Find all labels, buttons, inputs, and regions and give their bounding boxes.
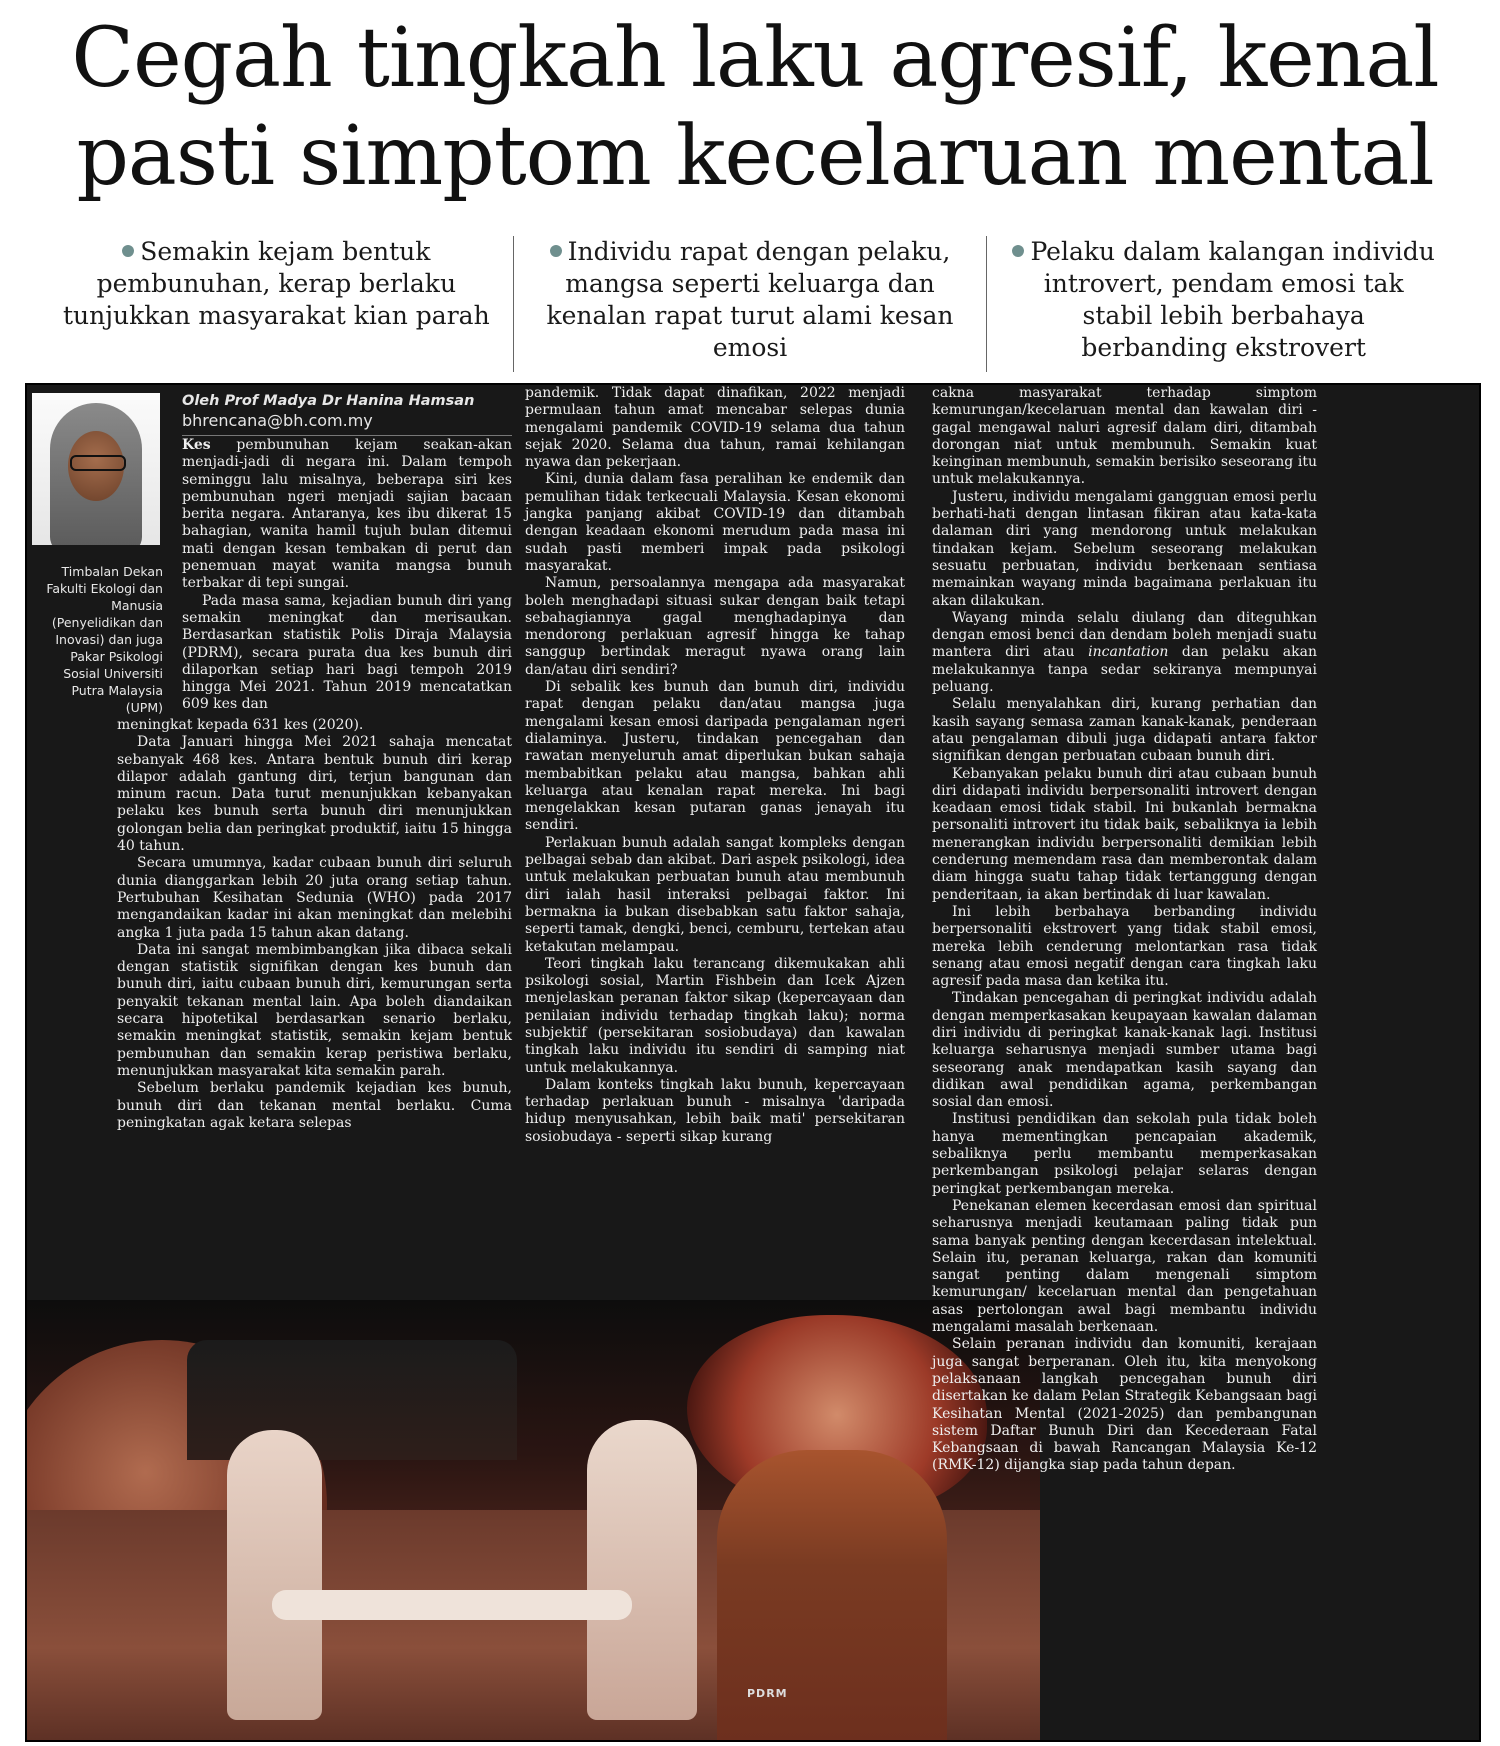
paragraph: Pada masa sama, kejadian bunuh diri yang semakin meningkat dan merisaukan. Berdasarkan statistik Polis Diraja Malaysia (PDRM), secara purata dua kes bunuh diri dilaporkan setiap hari bagi tempoh 2019 hingga Mei 2021. Tahun 2019 mencatatkan 609 kes dan xyxy=(182,592,512,713)
paragraph xyxy=(182,437,512,593)
paragraph: Selalu menyalahkan diri, kurang perhatian dan kasih sayang semasa zaman kanak-kanak, penderaan atau pengalaman dibuli juga didapati antara faktor signifikan dengan perbuatan cubaan bunuh diri. xyxy=(932,696,1317,765)
forensic-officer-figure xyxy=(227,1430,322,1720)
paragraph-text: pembunuhan kejam seakan-akan menjadi-jadi di negara ini. Dalam tempoh seminggu lalu misalnya, beberapa siri kes pembunuhan ngeri menjadi sajian bacaan berita negara. Antaranya, kes ibu dikerat 15 bahagian, wanita hamil tujuh bulan ditemui mati dengan kesan tembakan di perut dan penemuan mayat wanita mangsa bunuh terbakar di tepi sungai. xyxy=(182,437,512,592)
column-3 xyxy=(932,385,1317,1475)
italic-term: incantation xyxy=(1088,644,1169,661)
headline: Cegah tingkah laku agresif, kenal pasti simptom kecelaruan mental xyxy=(71,11,1439,204)
paragraph: pandemik. Tidak dapat dinafikan, 2022 menjadi permulaan tahun amat mencabar selepas dunia mengalami pandemik COVID-19 selama dua tahun sejak 2020. Selama dua tahun, ramai kehilangan nyawa dan pekerjaan. xyxy=(525,385,905,471)
paragraph: Dalam konteks tingkah laku bunuh, kepercayaan terhadap perlakuan bunuh - misalnya 'daripada hidup menyusahkan, lebih baik mati' persekitaran sosiobudaya - seperti sikap kurang xyxy=(525,1076,905,1145)
paragraph-text: dan pelaku akan melakukannya tanpa sedar sekiranya mempunyai peluang. xyxy=(932,644,1317,696)
bullet-dot-icon xyxy=(550,245,562,257)
author-name: Oleh Prof Madya Dr Hanina Hamsan xyxy=(182,393,475,409)
stretcher-shape xyxy=(272,1590,632,1620)
author-caption: Timbalan Dekan Fakulti Ekologi dan Manusia (Penyelidikan dan Inovasi) dan juga Pakar Psikologi Sosial Universiti Putra Malaysia (UPM) xyxy=(46,564,163,715)
police-badge-text: PDRM xyxy=(747,1687,788,1700)
paragraph: Namun, persoalannya mengapa ada masyarakat boleh menghadapi situasi sukar dengan baik tetapi sebahagiannya gagal menghadapinya dan mendorong perlakuan agresif hingga ke tahap sanggup bertindak meragut nyawa orang lain dan/atau diri sendiri? xyxy=(525,575,905,678)
highlight-text: Individu rapat dengan pelaku, mangsa seperti keluarga dan kenalan rapat turut alami kesan emosi xyxy=(546,237,954,362)
paragraph: meningkat kepada 631 kes (2020). xyxy=(117,717,364,733)
paragraph: Kebanyakan pelaku bunuh diri atau cubaan bunuh diri didapati individu berpersonaliti introvert dengan keadaan emosi tidak stabil. Ini bukanlah bermakna personaliti introvert itu tidak baik, sebaliknya ia lebih menerangkan individu berpersonaliti demikian lebih cenderung memendam rasa dan memberontak dalam diam hingga suatu tahap tidak tertanggung dengan penderitaan, ia akan bertindak di luar kawalan. xyxy=(932,765,1317,903)
bullet-dot-icon xyxy=(122,245,134,257)
paragraph: Secara umumnya, kadar cubaan bunuh diri seluruh dunia dianggarkan lebih 20 juta orang setiap tahun. Pertubuhan Kesihatan Sedunia (WHO) pada 2017 mengandaikan kadar ini akan meningkat dan melebihi angka 1 juta pada 15 tahun akan datang. xyxy=(117,855,512,941)
article-panel xyxy=(25,383,1481,1742)
forensic-officer-figure xyxy=(587,1420,697,1720)
highlight-text: Semakin kejam bentuk pembunuhan, kerap berlaku tunjukkan masyarakat kian parah xyxy=(62,237,490,330)
bullet-dot-icon xyxy=(1012,245,1024,257)
paragraph: Institusi pendidikan dan sekolah pula tidak boleh hanya mementingkan pencapaian akademik, sebaliknya perlu membantu memperkasakan perkembangan psikologi pelajar selaras dengan peringkat perkembangan mereka. xyxy=(932,1111,1317,1197)
column-1-bottom xyxy=(117,717,512,1132)
paragraph: cakna masyarakat terhadap simptom kemurungan/kecelaruan mental dan kawalan diri - gagal mengawal naluri agresif dalam diri, ditambah dorongan niat untuk membunuh. Semakin kuat keinginan membunuh, semakin berisiko seseorang itu untuk melakukannya. xyxy=(932,385,1317,488)
paragraph: Data ini sangat membimbangkan jika dibaca sekali dengan statistik signifikan dengan kes bunuh dan bunuh diri, iaitu cubaan bunuh diri, kemurungan serta penyakit tekanan mental lain. Apa boleh diandaikan secara hipotetikal berdasarkan senario berlaku, semakin meningkat statistik, semakin kejam bentuk pembunuhan dan semakin kerap peristiwa berlaku, menunjukkan masyarakat kita semakin parah. xyxy=(117,941,512,1079)
author-photo xyxy=(32,393,160,545)
highlight-bullets xyxy=(40,236,1460,372)
paragraph: Di sebalik kes bunuh dan bunuh diri, individu rapat dengan pelaku dan/atau mangsa juga mengalami kesan emosi daripada pengalaman ngeri dialaminya. Justeru, tindakan pencegahan dan rawatan menyeluruh amat diperlukan bukan sahaja membabitkan pelaku atau mangsa, bahkan ahli keluarga atau kenalan rapat mereka. Ini bagi mengelakkan kesan putaran ganas jenayah itu sendiri. xyxy=(525,679,905,834)
paragraph: Data Januari hingga Mei 2021 sahaja mencatat sebanyak 468 kes. Antara bentuk bunuh diri kerap dilapor adalah gantung diri, terjun bangunan dan minum racun. Data turut menunjukkan kebanyakan pelaku kes bunuh serta bunuh diri menunjukkan golongan belia dan peringkat produktif, iaitu 15 hingga 40 tahun. xyxy=(117,734,512,855)
highlight-bullet-2 xyxy=(513,236,987,372)
author-glasses xyxy=(70,455,126,471)
byline xyxy=(182,391,512,436)
column-1-top xyxy=(182,437,512,714)
paragraph: Teori tingkah laku terancang dikemukakan ahli psikologi sosial, Martin Fishbein dan Icek Ajzen menjelaskan peranan faktor sikap (kepercayaan dan penilaian individu terhadap tingkah laku); norma subjektif (persekitaran sosiobudaya) dan kawalan tingkah laku individu itu sendiri di samping niat untuk melakukannya. xyxy=(525,955,905,1076)
vehicle-shape xyxy=(187,1340,517,1460)
highlight-bullet-3 xyxy=(986,236,1460,372)
paragraph: Perlakuan bunuh adalah sangat kompleks dengan pelbagai sebab dan akibat. Dari aspek psikologi, idea untuk melakukan perbuatan bunuh atau membunuh diri ialah hasil interaksi pelbagai faktor. Ini bermakna ia bukan disebabkan satu faktor sahaja, seperti tamak, dengki, benci, cemburu, tertekan atau ketakutan melampau. xyxy=(525,834,905,955)
author-email: bhrencana@bh.com.my xyxy=(182,411,373,430)
paragraph: Kini, dunia dalam fasa peralihan ke endemik dan pemulihan tidak terkecuali Malaysia. Kesan ekonomi jangka panjang akibat COVID-19 dan ditambah dengan keadaan ekonomi merudum pada masa ini sudah pasti memberi impak pada psikologi masyarakat. xyxy=(525,471,905,574)
column-2 xyxy=(525,385,905,1146)
paragraph: Penekanan elemen kecerdasan emosi dan spiritual seharusnya menjadi keutamaan paling tidak pun sama banyak penting dengan kecerdasan intelektual. Selain itu, peranan keluarga, rakan dan komuniti sangat penting dalam mengenali simptom kemurungan/ kecelaruan mental dan pengetahuan asas pertolongan awal bagi membantu individu mengalami masalah berkenaan. xyxy=(932,1197,1317,1336)
paragraph: Selain peranan individu dan komuniti, kerajaan juga sangat berperanan. Oleh itu, kita menyokong pelaksanaan langkah pencegahan bunuh diri disertakan ke dalam Pelan Strategik Kebangsaan bagi Kesihatan Mental (2021-2025) dan pembangunan sistem Daftar Bunuh Diri dan Kecederaan Fatal Kebangsaan di bawah Rancangan Malaysia Ke-12 (RMK-12) dijangka siap pada tahun depan. xyxy=(932,1336,1317,1474)
paragraph: Justeru, individu mengalami gangguan emosi perlu berhati-hati dengan lintasan fikiran atau kata-kata dalaman diri yang mendorong untuk melakukan tindakan kejam. Sebelum seseorang melakukan sesuatu perbuatan, individu berkenaan sentiasa memainkan wayang minda bagaimana perlakuan itu akan dilakukan. xyxy=(932,488,1317,609)
illustration-photo xyxy=(27,1300,1040,1740)
paragraph: Sebelum berlaku pandemik kejadian kes bunuh, bunuh diri dan tekanan mental berlaku. Cuma peningkatan agak ketara selepas xyxy=(117,1080,512,1131)
paragraph xyxy=(932,610,1317,696)
paragraph: Tindakan pencegahan di peringkat individu adalah dengan memperkasakan keupayaan kawalan dalaman diri individu di peringkat kanak-kanak lagi. Institusi keluarga seharusnya menjadi sumber utama bagi seseorang anak mendapatkan kasih sayang dan didikan awal pendidikan agama, perkembangan sosial dan emosi. xyxy=(932,990,1317,1111)
highlight-text: Pelaku dalam kalangan individu introvert, pendam emosi tak stabil lebih berbahaya berbanding ekstrovert xyxy=(1030,237,1435,362)
paragraph-text: Wayang minda selalu diulang dan diteguhkan dengan emosi benci dan dendam boleh menjadi suatu mantera diri atau xyxy=(932,609,1317,661)
lead-word: Kes xyxy=(182,437,211,453)
highlight-bullet-1 xyxy=(40,236,513,372)
paragraph: Ini lebih berbahaya berbanding individu berpersonaliti ekstrovert yang tidak stabil emosi, mereka lebih cenderung melontarkan rasa tidak senang atau emosi negatif dengan cara tingkah laku agresif pada masa dan ketika itu. xyxy=(932,903,1317,990)
